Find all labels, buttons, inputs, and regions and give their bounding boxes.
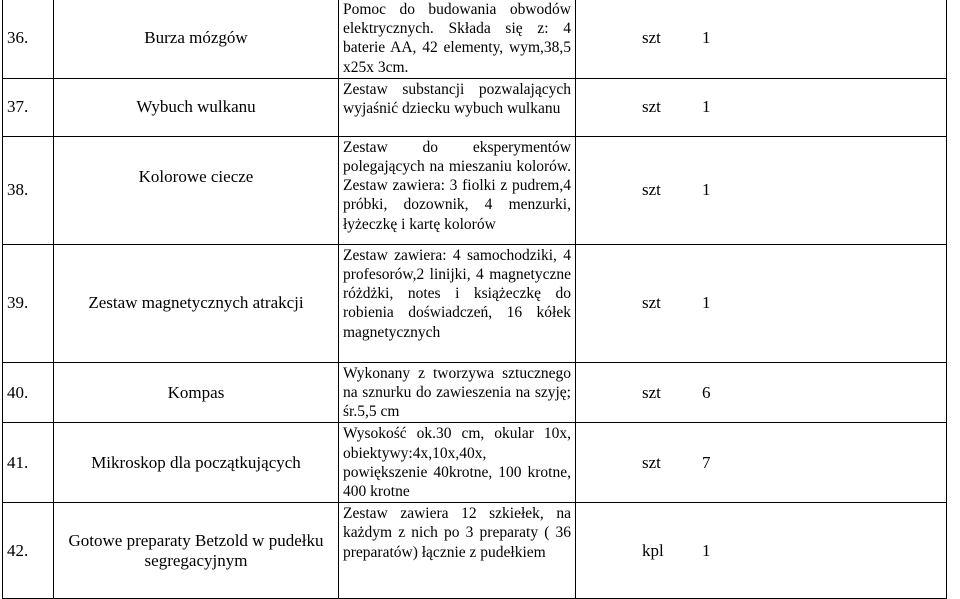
unit: szt [642, 293, 661, 313]
unit: szt [642, 97, 661, 117]
product-description: Wykonany z tworzywa sztucznego na sznurku do zawieszenia na szyję; śr.5,5 cm [339, 362, 576, 423]
unit: kpl [642, 540, 664, 560]
quantity-cell [576, 503, 947, 599]
product-description: Zestaw zawiera: 4 samochodziki, 4 profesorów,2 linijki, 4 magnetyczne różdżki, notes i książeczkę do robienia doświadczeń, 16 kółek magnetycznych [339, 244, 576, 362]
row-number: 38. [3, 136, 54, 244]
product-description: Wysokość ok.30 cm, okular 10x, obiektywy:4x,10x,40x, powiększenie 40krotne, 100 krotne, 400 krotne [339, 423, 576, 503]
quantity-cell [576, 362, 947, 423]
unit: szt [642, 452, 661, 472]
quantity-cell [576, 78, 947, 136]
product-description: Zestaw substancji pozwalających wyjaśnić dziecku wybuch wulkanu [339, 78, 576, 136]
table-row [3, 362, 947, 423]
quantity: 7 [702, 452, 711, 472]
row-number: 37. [3, 78, 54, 136]
product-name: Wybuch wulkanu [54, 78, 339, 136]
table-row [3, 78, 947, 136]
product-name: Burza mózgów [54, 0, 339, 78]
unit: szt [642, 382, 661, 402]
product-name: Kompas [54, 362, 339, 423]
row-number: 36. [3, 0, 54, 78]
quantity: 6 [702, 382, 711, 402]
unit: szt [642, 28, 661, 48]
quantity-cell [576, 244, 947, 362]
quantity: 1 [702, 293, 711, 313]
table-row [3, 136, 947, 244]
row-number: 40. [3, 362, 54, 423]
row-number: 39. [3, 244, 54, 362]
table-row [3, 503, 947, 599]
quantity: 1 [702, 28, 711, 48]
quantity-cell [576, 0, 947, 78]
table-row [3, 244, 947, 362]
quantity: 1 [702, 97, 711, 117]
table-row [3, 0, 947, 78]
product-description: Pomoc do budowania obwodów elektrycznych. Składa się z: 4 baterie AA, 42 elementy, wym,38,5 x25x 3cm. [339, 0, 576, 78]
row-number: 42. [3, 503, 54, 599]
quantity: 1 [702, 180, 711, 200]
product-name: Zestaw magnetycznych atrakcji [54, 244, 339, 362]
product-description: Zestaw do eksperymentów polegających na mieszaniu kolorów. Zestaw zawiera: 3 fiolki z pudrem,4 próbki, dozownik, 4 menzurki, łyżeczkę i kartę kolorów [339, 136, 576, 244]
product-name: Mikroskop dla początkujących [54, 423, 339, 503]
unit: szt [642, 180, 661, 200]
product-description: Zestaw zawiera 12 szkiełek, na każdym z nich po 3 preparaty ( 36 preparatów) łącznie z pudełkiem [339, 503, 576, 599]
product-name: Gotowe preparaty Betzold w pudełku segregacyjnym [54, 503, 339, 599]
quantity: 1 [702, 540, 711, 560]
products-table [2, 0, 947, 599]
table-row [3, 423, 947, 503]
row-number: 41. [3, 423, 54, 503]
product-name: Kolorowe ciecze [54, 136, 339, 244]
quantity-cell [576, 423, 947, 503]
quantity-cell [576, 136, 947, 244]
